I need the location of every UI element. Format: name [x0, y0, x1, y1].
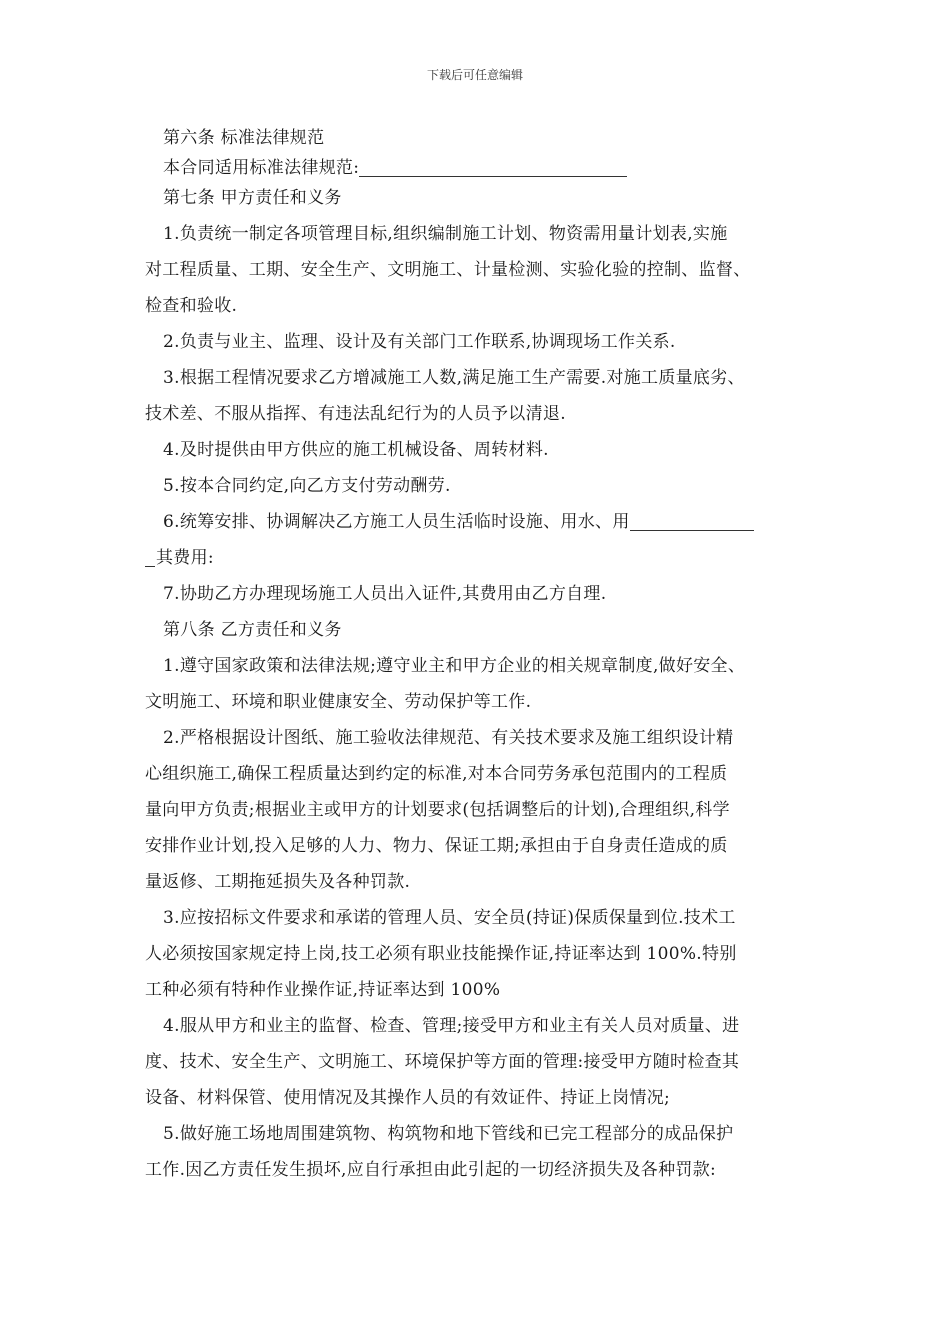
fill-blank-utility: [630, 510, 754, 531]
article-7-item-1-cont: 检查和验收.: [145, 296, 238, 316]
article-6-title: 第六条 标准法律规范: [163, 128, 325, 148]
article-7-item-5: 5.按本合同约定,向乙方支付劳动酬劳.: [163, 476, 451, 496]
article-8-item-2-cont: 心组织施工,确保工程质量达到约定的标准,对本合同劳务承包范围内的工程质: [145, 764, 728, 784]
article-7-item-2: 2.负责与业主、监理、设计及有关部门工作联系,协调现场工作关系.: [163, 332, 676, 352]
article-8-item-3: 3.应按招标文件要求和承诺的管理人员、安全员(持证)保质保量到位.技术工: [163, 908, 736, 928]
article-8-item-5-cont: 工作.因乙方责任发生损坏,应自行承担由此引起的一切经济损失及各种罚款:: [145, 1160, 717, 1180]
article-8-item-3-cont: 人必须按国家规定持上岗,技工必须有职业技能操作证,持证率达到 100%.特别: [145, 944, 737, 964]
fill-blank-utility-cont: [145, 546, 155, 567]
article-6-body: [145, 153, 825, 183]
article-8-item-3-cont: 工种必须有特种作业操作证,持证率达到 100%: [145, 980, 501, 1000]
article-7-item-6: [145, 507, 825, 537]
article-7-item-6-text: 6.统筹安排、协调解决乙方施工人员生活临时设施、用水、用: [163, 512, 630, 532]
article-7-title: 第七条 甲方责任和义务: [163, 188, 342, 208]
page-header: 下载后可任意编辑: [426, 68, 523, 82]
article-8-item-2: 2.严格根据设计图纸、施工验收法律规范、有关技术要求及施工组织设计精: [163, 728, 734, 748]
article-7-item-3-cont: 技术差、不服从指挥、有违法乱纪行为的人员予以清退.: [145, 404, 566, 424]
article-7-item-6-cont: [145, 543, 825, 573]
article-8-item-2-cont: 量向甲方负责;根据业主或甲方的计划要求(包括调整后的计划),合理组织,科学: [145, 800, 730, 820]
article-7-item-6-cont-text: 其费用:: [156, 548, 214, 568]
article-8-item-2-cont: 量返修、工期拖延损失及各种罚款.: [145, 872, 411, 892]
article-8-item-2-cont: 安排作业计划,投入足够的人力、物力、保证工期;承担由于自身责任造成的质: [145, 836, 728, 856]
article-7-item-3: 3.根据工程情况要求乙方增减施工人数,满足施工生产需要.对施工质量底劣、: [163, 368, 745, 388]
fill-blank-standard: [359, 156, 627, 177]
article-7-item-1-cont: 对工程质量、工期、安全生产、文明施工、计量检测、实验化验的控制、监督、: [145, 260, 751, 280]
article-8-item-5: 5.做好施工场地周围建筑物、构筑物和地下管线和已完工程部分的成品保护: [163, 1124, 734, 1144]
article-8-item-1-cont: 文明施工、环境和职业健康安全、劳动保护等工作.: [145, 692, 532, 712]
article-7-item-1: 1.负责统一制定各项管理目标,组织编制施工计划、物资需用量计划表,实施: [163, 224, 728, 244]
article-8-item-4-cont: 设备、材料保管、使用情况及其操作人员的有效证件、持证上岗情况;: [145, 1088, 671, 1108]
article-8-item-4-cont: 度、技术、安全生产、文明施工、环境保护等方面的管理:接受甲方随时检查其: [145, 1052, 740, 1072]
article-8-item-1: 1.遵守国家政策和法律法规;遵守业主和甲方企业的相关规章制度,做好安全、: [163, 656, 746, 676]
article-8-item-4: 4.服从甲方和业主的监督、检查、管理;接受甲方和业主有关人员对质量、进: [163, 1016, 740, 1036]
article-6-body-text: 本合同适用标准法律规范:: [163, 158, 360, 178]
article-7-item-4: 4.及时提供由甲方供应的施工机械设备、周转材料.: [163, 440, 549, 460]
article-7-item-7: 7.协助乙方办理现场施工人员出入证件,其费用由乙方自理.: [163, 584, 607, 604]
document-body: [145, 123, 825, 1185]
article-8-title: 第八条 乙方责任和义务: [163, 620, 342, 640]
